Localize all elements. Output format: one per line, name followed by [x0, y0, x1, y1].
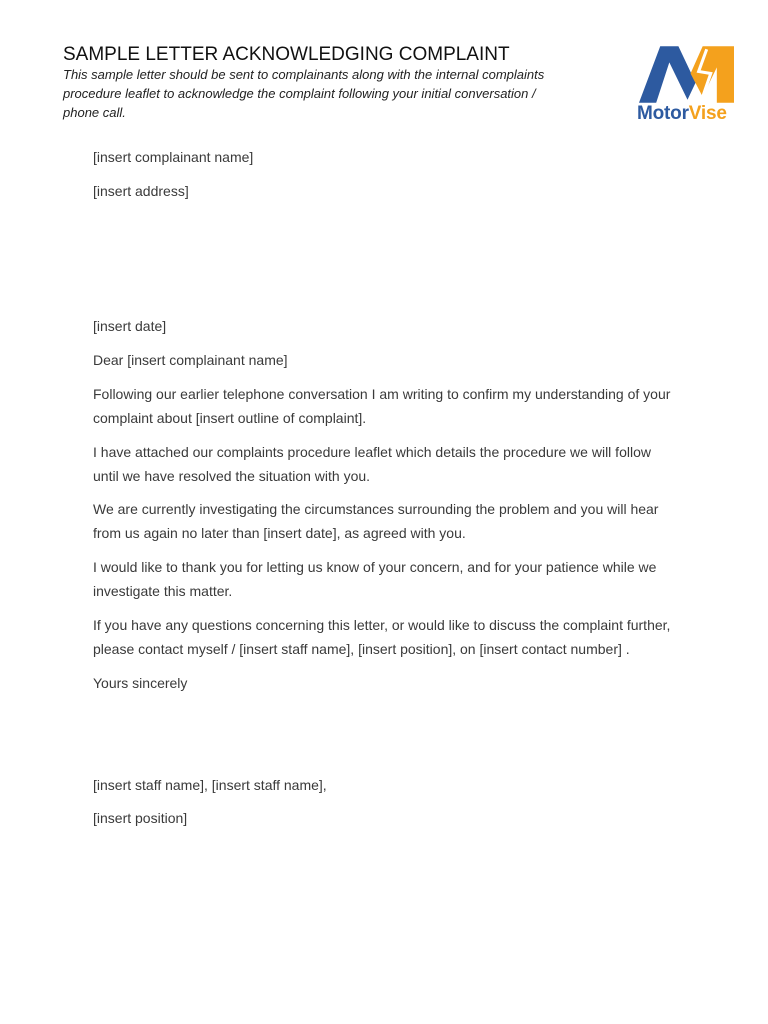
paragraph-line: I have attached our complaints procedure leaflet which details the procedure we will follow [93, 444, 651, 460]
paragraph-line: from us again no later than [insert date], as agreed with you. [93, 525, 466, 541]
logo-wordmark-motor: Motor [637, 103, 689, 124]
letter-date: [insert date] [93, 318, 167, 334]
signatory-names: [insert staff name], [insert staff name], [93, 777, 327, 793]
signatory-position: [insert position] [93, 810, 188, 826]
subtitle-line: procedure leaflet to acknowledge the complaint following your initial conversation / [63, 86, 536, 101]
logo-wordmark-vise: Vise [688, 103, 727, 124]
recipient-name: [insert complainant name] [93, 149, 254, 165]
letter-body [93, 0, 733, 1024]
document-title: SAMPLE LETTER ACKNOWLEDGING COMPLAINT [63, 44, 510, 65]
paragraph-line: until we have resolved the situation with you. [93, 468, 371, 484]
paragraph-line: If you have any questions concerning this letter, or would like to discuss the complaint further, [93, 617, 671, 633]
recipient-address: [insert address] [93, 183, 189, 199]
body-paragraph [93, 497, 658, 545]
salutation: Dear [insert complainant name] [93, 352, 288, 368]
subtitle-line: This sample letter should be sent to complainants along with the internal complaints [63, 67, 545, 82]
paragraph-line: I would like to thank you for letting us know of your concern, and for your patience while we [93, 559, 657, 575]
closing: Yours sincerely [93, 675, 188, 691]
paragraph-line: Following our earlier telephone conversation I am writing to confirm my understanding of your [93, 386, 671, 402]
body-paragraph [93, 613, 670, 661]
body-paragraph [93, 382, 670, 430]
body-paragraph [93, 440, 651, 488]
subtitle-line: phone call. [63, 105, 126, 120]
paragraph-line: investigate this matter. [93, 583, 233, 599]
body-paragraph [93, 555, 656, 603]
paragraph-line: We are currently investigating the circumstances surrounding the problem and you will hear [93, 501, 659, 517]
paragraph-line: please contact myself / [insert staff name], [insert position], on [insert contact number] . [93, 641, 630, 657]
paragraph-line: complaint about [insert outline of complaint]. [93, 410, 367, 426]
